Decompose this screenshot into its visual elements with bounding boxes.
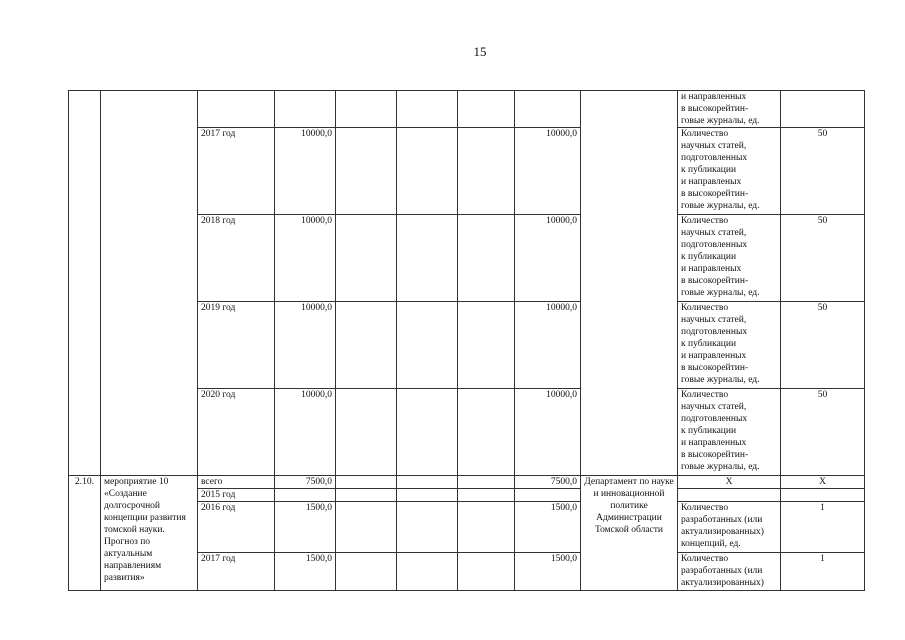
indicator-value-cell: 1: [781, 502, 865, 553]
item-name-cell: мероприятие 10 «Создание долгосрочной концепции развития томской науки. Прогноз по актуальным направлениям развития»: [101, 476, 198, 591]
indicator-cell: X: [678, 476, 781, 489]
executor-cell: [581, 91, 678, 476]
total-cell: 7500,0: [275, 476, 336, 489]
year-cell: 2020 год: [198, 389, 275, 476]
other-sources-cell: 10000,0: [515, 302, 581, 389]
year-cell: 2019 год: [198, 302, 275, 389]
number-cell: [69, 91, 101, 476]
total-cell: 10000,0: [275, 389, 336, 476]
year-cell: 2015 год: [198, 489, 275, 502]
program-table: [68, 90, 865, 591]
indicator-value-cell: X: [781, 476, 865, 489]
indicator-cell: и направленных в высокорейтин- говые журналы, ед.: [678, 91, 781, 128]
indicator-value-cell: 50: [781, 302, 865, 389]
name-cell: [101, 91, 198, 476]
indicator-value-cell: 50: [781, 215, 865, 302]
year-cell: всего: [198, 476, 275, 489]
total-cell: [275, 489, 336, 502]
indicator-value-cell: 50: [781, 389, 865, 476]
indicator-cell: Количество научных статей, подготовленных к публикации и направленых в высокорейтин- говые журналы, ед.: [678, 215, 781, 302]
other-sources-cell: [515, 489, 581, 502]
other-sources-cell: 1500,0: [515, 502, 581, 553]
year-cell: 2017 год: [198, 128, 275, 215]
indicator-value-cell: 1: [781, 553, 865, 591]
item-number-cell: 2.10.: [69, 476, 101, 591]
total-cell: 1500,0: [275, 502, 336, 553]
page-number: 15: [473, 44, 487, 59]
indicator-cell: Количество разработанных (или актуализированных) концепций, ед.: [678, 502, 781, 553]
indicator-value-cell: 50: [781, 128, 865, 215]
indicator-cell: [678, 489, 781, 502]
year-cell: 2016 год: [198, 502, 275, 553]
indicator-cell: Количество научных статей, подготовленных к публикации и направленных в высокорейтин- говые журналы, ед.: [678, 389, 781, 476]
table-row: [69, 91, 865, 128]
indicator-cell: Количество разработанных (или актуализированных): [678, 553, 781, 591]
other-sources-cell: 10000,0: [515, 128, 581, 215]
other-sources-cell: 1500,0: [515, 553, 581, 591]
table-row: [69, 476, 865, 489]
indicator-cell: Количество научных статей, подготовленных к публикации и направленых в высокорейтин- говые журналы, ед.: [678, 128, 781, 215]
other-sources-cell: 10000,0: [515, 215, 581, 302]
total-cell: 10000,0: [275, 128, 336, 215]
year-cell: 2018 год: [198, 215, 275, 302]
other-sources-cell: 7500,0: [515, 476, 581, 489]
total-cell: 1500,0: [275, 553, 336, 591]
other-sources-cell: 10000,0: [515, 389, 581, 476]
year-cell: 2017 год: [198, 553, 275, 591]
indicator-cell: Количество научных статей, подготовленных к публикации и направленных в высокорейтин- говые журналы, ед.: [678, 302, 781, 389]
total-cell: 10000,0: [275, 302, 336, 389]
indicator-value-cell: [781, 489, 865, 502]
total-cell: 10000,0: [275, 215, 336, 302]
executor-cell: Департамент по науке и инновационной политике Администрации Томской области: [581, 476, 678, 591]
